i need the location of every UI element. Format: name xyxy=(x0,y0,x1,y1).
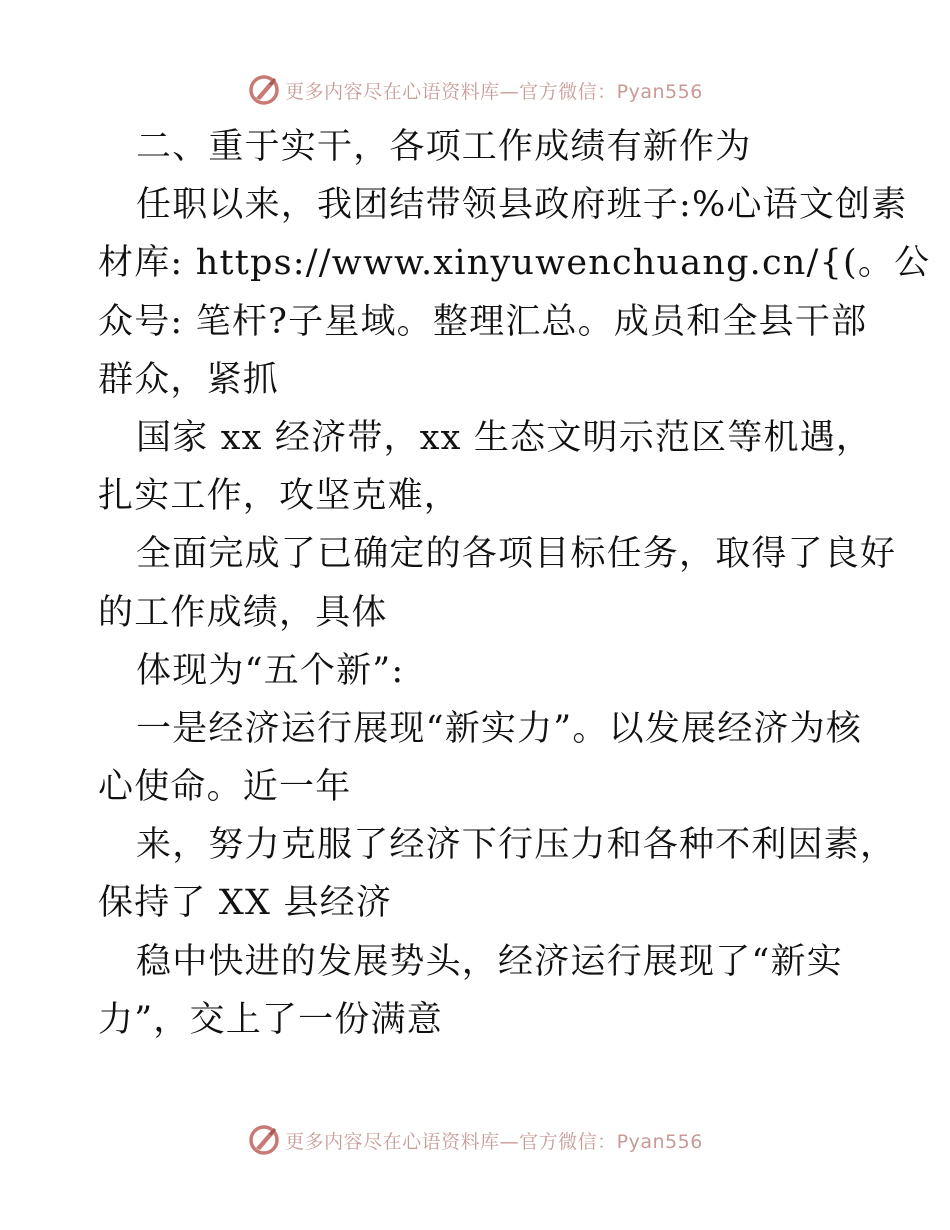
text-line: 保持了 XX 县经济 xyxy=(98,883,393,924)
pen-nib-logo-icon xyxy=(247,73,281,107)
header-watermark xyxy=(0,70,950,110)
text-line: 材库: https://www.xinyuwenchuang.cn/{(。公 xyxy=(98,243,931,284)
text-line: 全面完成了已确定的各项目标任务，取得了良好 xyxy=(136,534,897,575)
text-line: 心使命。近一年 xyxy=(98,767,352,808)
text-line: 稳中快进的发展势头，经济运行展现了“新实 xyxy=(136,941,843,982)
pen-nib-logo-icon xyxy=(247,1123,281,1157)
text-line: 来，努力克服了经济下行压力和各种不利因素， xyxy=(136,825,897,866)
text-line: 众号: 笔杆?子星域。整理汇总。成员和全县干部 xyxy=(98,301,868,342)
text-line: 力”，交上了一份满意 xyxy=(98,999,443,1040)
text-line: 二、重于实干，各项工作成绩有新作为 xyxy=(136,127,752,167)
watermark-text: 更多内容尽在心语资料库—官方微信：Pyan556 xyxy=(285,80,703,103)
text-line: 一是经济运行展现“新实力”。以发展经济为核 xyxy=(136,708,862,749)
document-body xyxy=(98,118,931,1049)
text-line: 扎实工作，攻坚克难， xyxy=(98,476,461,517)
watermark-text: 更多内容尽在心语资料库—官方微信：Pyan556 xyxy=(285,1130,703,1153)
footer-watermark xyxy=(0,1120,950,1160)
text-line: 任职以来，我团结带领县政府班子:%心语文创素 xyxy=(136,185,908,226)
text-line: 的工作成绩，具体 xyxy=(98,592,388,633)
text-line: 体现为“五个新”: xyxy=(136,650,405,691)
text-line: 群众，紧抓 xyxy=(98,359,280,400)
text-line: 国家 xx 经济带，xx 生态文明示范区等机遇， xyxy=(136,417,873,458)
